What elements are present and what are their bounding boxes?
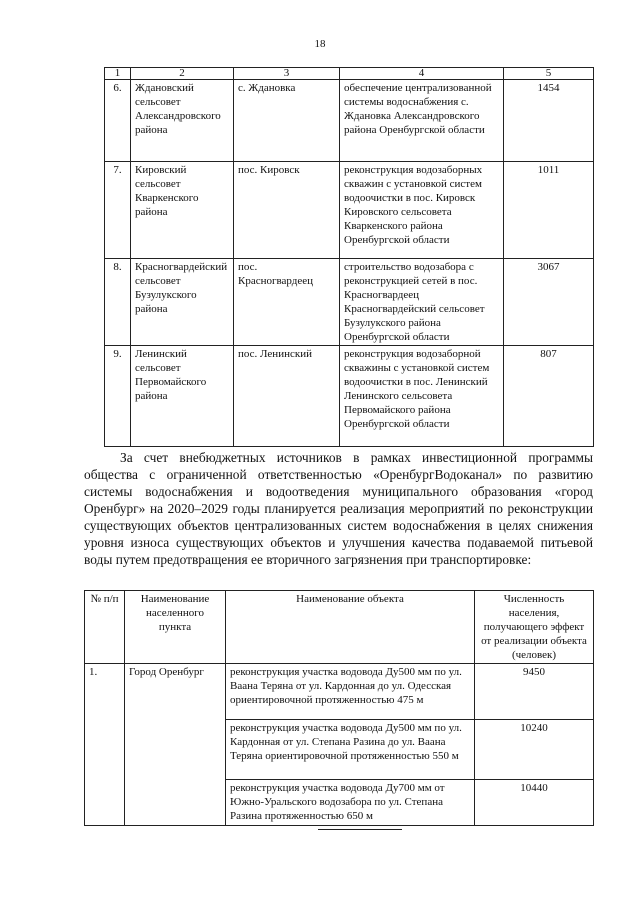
population-value: 3067 bbox=[504, 259, 594, 346]
council-name: Красногвардейский сельсовет Бузулукского района bbox=[131, 259, 234, 346]
header-population: Численность населения, получающего эффект от реализации объекта (человек) bbox=[475, 591, 594, 664]
column-number: 5 bbox=[504, 68, 594, 80]
row-number: 8. bbox=[105, 259, 131, 346]
population-value: 10440 bbox=[475, 780, 594, 826]
row-number: 9. bbox=[105, 346, 131, 447]
object-description: реконструкция участка водовода Ду500 мм по ул. Ваана Теряна от ул. Кардонная до ул. Одесская ориентировочной протяженностью 475 м bbox=[226, 664, 475, 720]
settlement-name: пос. Ленинский bbox=[234, 346, 340, 447]
row-number: 1. bbox=[85, 664, 125, 826]
table-row bbox=[105, 259, 594, 346]
object-description: обеспечение централизованной системы водоснабжения с. Ждановка Александровского района Оренбургской области bbox=[340, 80, 504, 162]
column-number-row bbox=[105, 68, 594, 80]
population-value: 10240 bbox=[475, 720, 594, 780]
row-number: 7. bbox=[105, 162, 131, 259]
table-header-row bbox=[85, 591, 594, 664]
header-settlement: Наименование населенного пункта bbox=[125, 591, 226, 664]
settlement-name: пос. Кировск bbox=[234, 162, 340, 259]
population-value: 9450 bbox=[475, 664, 594, 720]
settlements-table-continued bbox=[104, 67, 594, 447]
column-number: 1 bbox=[105, 68, 131, 80]
settlement-name: Город Оренбург bbox=[125, 664, 226, 826]
header-number: № п/п bbox=[85, 591, 125, 664]
object-description: реконструкция водозаборных скважин с установкой систем водоочистки в пос. Кировск Кировского сельсовета Кваркенского района Оренбургской области bbox=[340, 162, 504, 259]
council-name: Ждановский сельсовет Александровского района bbox=[131, 80, 234, 162]
table-row bbox=[105, 346, 594, 447]
oren-objects-table bbox=[84, 590, 594, 826]
header-object: Наименование объекта bbox=[226, 591, 475, 664]
table-row bbox=[85, 664, 594, 720]
council-name: Ленинский сельсовет Первомайского района bbox=[131, 346, 234, 447]
settlement-name: пос. Красногвардеец bbox=[234, 259, 340, 346]
population-value: 1454 bbox=[504, 80, 594, 162]
row-number: 6. bbox=[105, 80, 131, 162]
body-paragraph: За счет внебюджетных источников в рамках инвестиционной программы общества с ограниченной ответственностью «ОренбургВодоканал» по развитию системы водоснабжения и водоотведения муниципального образования «город Оренбург» на 2020–2029 годы планируется реализация мероприятий по реконструкции существующих объектов централизованных систем водоснабжения в целях снижения уровня износа существующих объектов и улучшения качества подаваемой питьевой воды путем предотвращения ее вторичного загрязнения при транспортировке: bbox=[84, 450, 593, 567]
column-number: 2 bbox=[131, 68, 234, 80]
footer-divider bbox=[318, 829, 402, 830]
object-description: реконструкция водозаборной скважины с установкой систем водоочистки в пос. Ленинский Ленинского сельсовета Первомайского района Оренбургской области bbox=[340, 346, 504, 447]
column-number: 4 bbox=[340, 68, 504, 80]
column-number: 3 bbox=[234, 68, 340, 80]
population-value: 1011 bbox=[504, 162, 594, 259]
page-number: 18 bbox=[314, 38, 326, 50]
object-description: строительство водозабора с реконструкцией сетей в пос. Красногвардеец Красногвардейский сельсовет Бузулукского района Оренбургской области bbox=[340, 259, 504, 346]
settlement-name: с. Ждановка bbox=[234, 80, 340, 162]
population-value: 807 bbox=[504, 346, 594, 447]
object-description: реконструкция участка водовода Ду700 мм от Южно-Уральского водозабора по ул. Степана Разина протяженностью 650 м bbox=[226, 780, 475, 826]
table-row bbox=[105, 162, 594, 259]
table-row bbox=[105, 80, 594, 162]
council-name: Кировский сельсовет Кваркенского района bbox=[131, 162, 234, 259]
object-description: реконструкция участка водовода Ду500 мм по ул. Кардонная от ул. Степана Разина до ул. Ваана Теряна ориентировочной протяженностью 550 м bbox=[226, 720, 475, 780]
